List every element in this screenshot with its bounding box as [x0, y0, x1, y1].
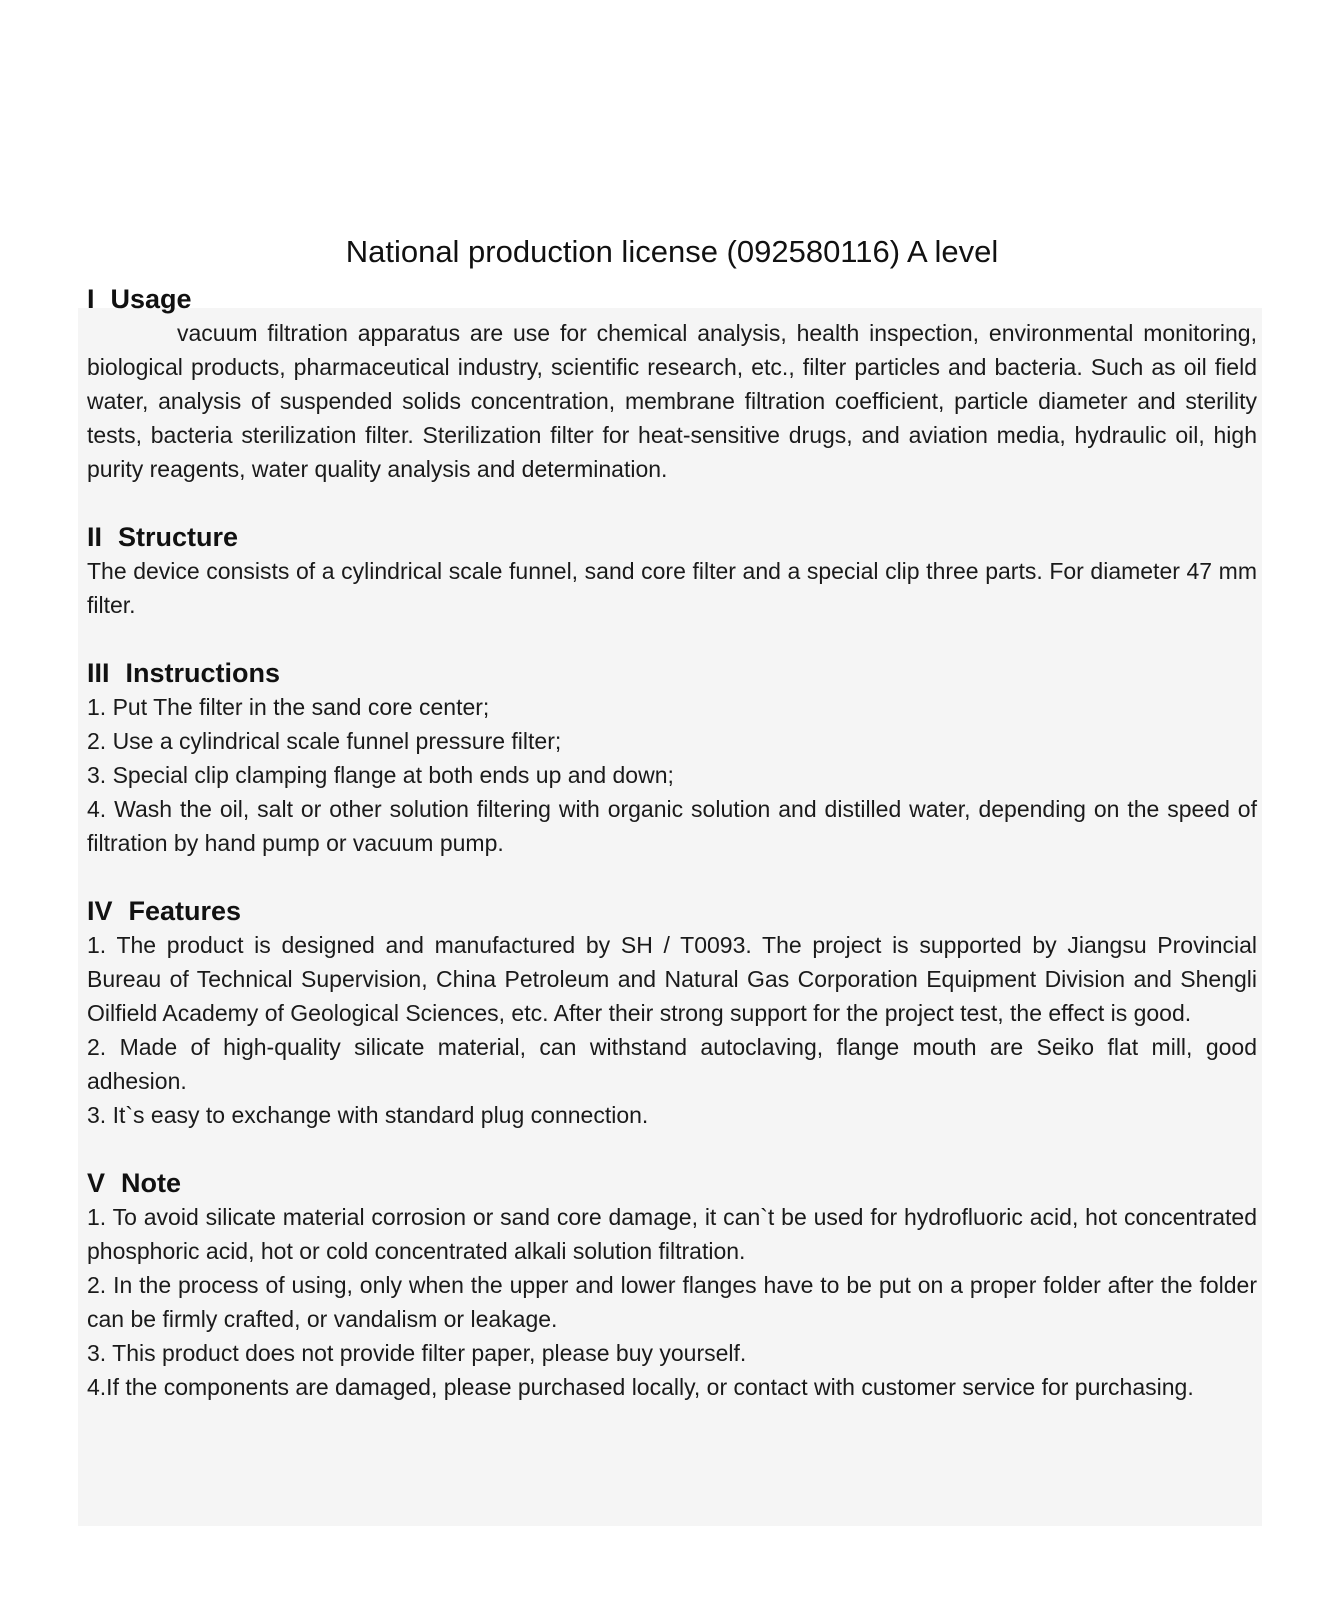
feature-item: 3. It`s easy to exchange with standard plug connection.: [87, 1102, 649, 1128]
section-number: III: [87, 658, 110, 688]
section-title: Structure: [118, 522, 239, 552]
section-paragraph: The device consists of a cylindrical scale funnel, sand core filter and a special clip three parts. For diameter 47 mm filter.: [87, 558, 1257, 618]
note-item: 3. This product does not provide filter paper, please buy yourself.: [87, 1340, 747, 1366]
section-title: Note: [121, 1168, 182, 1198]
instruction-item: 1. Put The filter in the sand core center;: [87, 694, 490, 720]
section-note: [87, 1166, 1257, 1404]
section-heading: [87, 656, 1257, 690]
section-heading: [87, 282, 1257, 316]
instruction-item: 3. Special clip clamping flange at both ends up and down;: [87, 762, 674, 788]
section-number: II: [87, 522, 103, 552]
note-item: 4.If the components are damaged, please purchased locally, or contact with customer service for purchasing.: [87, 1374, 1194, 1400]
instruction-item: 2. Use a cylindrical scale funnel pressure filter;: [87, 728, 562, 754]
section-paragraph: vacuum filtration apparatus are use for chemical analysis, health inspection, environmental monitoring, biological products, pharmaceutical industry, scientific research, etc., filter particles and bacteria. Such as oil field water, analysis of suspended solids concentration, membrane filtration coefficient, particle diameter and sterility tests, bacteria sterilization filter. Sterilization filter for heat-sensitive drugs, and aviation media, hydraulic oil, high purity reagents, water quality analysis and determination.: [87, 320, 1257, 482]
document: [87, 232, 1257, 1404]
section-number: IV: [87, 896, 113, 926]
section-heading: [87, 1166, 1257, 1200]
section-title: Instructions: [125, 658, 281, 688]
instruction-item: 4. Wash the oil, salt or other solution filtering with organic solution and distilled water, depending on the speed of filtration by hand pump or vacuum pump.: [87, 796, 1257, 856]
section-heading: [87, 894, 1257, 928]
section-number: V: [87, 1168, 106, 1198]
section-heading: [87, 520, 1257, 554]
section-structure: [87, 520, 1257, 622]
section-usage: [87, 282, 1257, 486]
section-title: Usage: [110, 284, 192, 314]
feature-item: 2. Made of high-quality silicate material, can withstand autoclaving, flange mouth are Seiko flat mill, good adhesion.: [87, 1034, 1257, 1094]
feature-item: 1. The product is designed and manufactured by SH / T0093. The project is supported by Jiangsu Provincial Bureau of Technical Supervision, China Petroleum and Natural Gas Corporation Equipment Division and Shengli Oilfield Academy of Geological Sciences, etc. After their strong support for the project test, the effect is good.: [87, 932, 1257, 1026]
section-features: [87, 894, 1257, 1132]
section-title: Features: [128, 896, 242, 926]
section-number: I: [87, 284, 95, 314]
section-instructions: [87, 656, 1257, 860]
document-title: National production license (092580116) A level: [345, 234, 999, 269]
note-item: 2. In the process of using, only when the upper and lower flanges have to be put on a proper folder after the folder can be firmly crafted, or vandalism or leakage.: [87, 1272, 1257, 1332]
note-item: 1. To avoid silicate material corrosion or sand core damage, it can`t be used for hydrofluoric acid, hot concentrated phosphoric acid, hot or cold concentrated alkali solution filtration.: [87, 1204, 1257, 1264]
